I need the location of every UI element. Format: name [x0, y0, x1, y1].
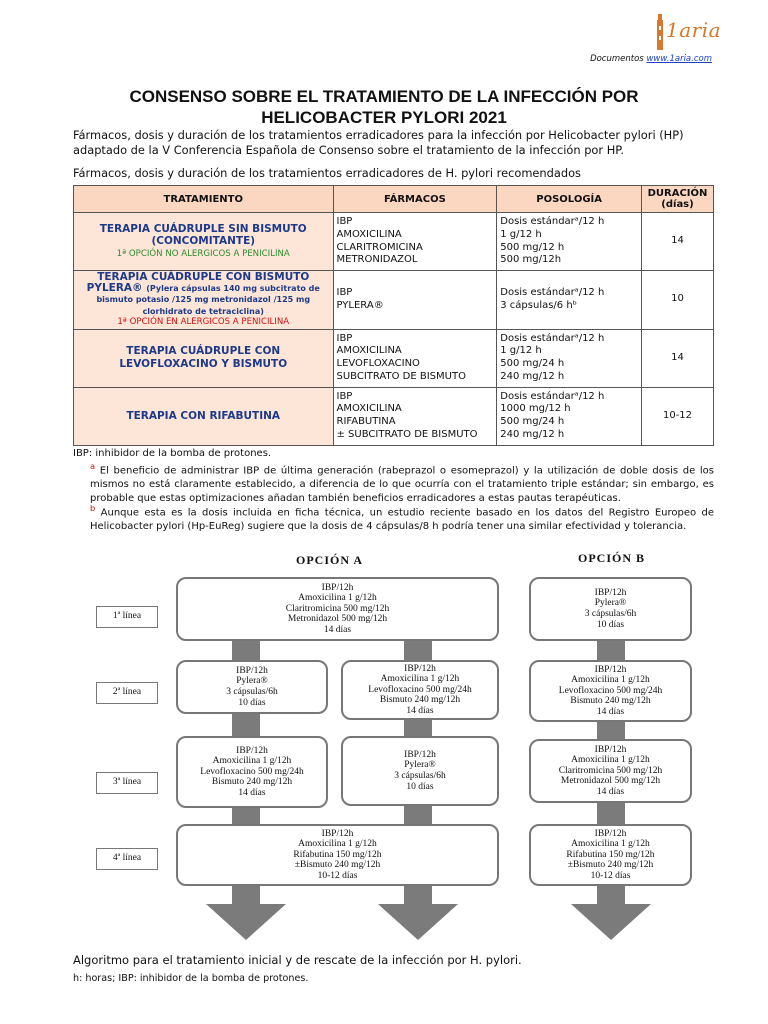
algorithm-caption: Algoritmo para el tratamiento inicial y de rescate de la infección por H. pylori.: [73, 953, 522, 967]
therapy-cell: TERAPIA CUÁDRUPLE CON LEVOFLOXACINO Y BISMUTO: [74, 329, 334, 387]
col-header-duration: DURACIÓN (días): [642, 186, 714, 213]
dose-cell: Dosis estándarᵃ/12 h 1000 mg/12 h 500 mg/24 h 240 mg/12 h: [497, 387, 642, 445]
col-header-dose: POSOLOGÍA: [497, 186, 642, 213]
line-label-3: 3ª línea: [96, 772, 158, 794]
box-b-line4: IBP/12h Amoxicilina 1 g/12h Rifabutina 150 mg/12h ±Bismuto 240 mg/12h 10-12 días: [529, 824, 692, 886]
line-label-2: 2ª línea: [96, 682, 158, 704]
duration-cell: 14: [642, 329, 714, 387]
therapy-note: 1ª OPCIÓN EN ALERGICOS A PENICILINA: [117, 317, 290, 327]
docs-line: Documentos www.1aria.com: [590, 54, 712, 64]
table-caption: Fármacos, dosis y duración de los tratamientos erradicadores de H. pylori recomendados: [73, 166, 581, 180]
line-label-1: 1ª línea: [96, 606, 158, 628]
logo-text: 1aria: [666, 18, 722, 42]
col-header-therapy: TRATAMIENTO: [74, 186, 334, 213]
drugs-cell: IBP AMOXICILINA RIFABUTINA ± SUBCITRATO DE BISMUTO: [333, 387, 497, 445]
line-label-4: 4ª línea: [96, 848, 158, 870]
page-title: CONSENSO SOBRE EL TRATAMIENTO DE LA INFECCIÓN POR HELICOBACTER PYLORI 2021: [129, 87, 639, 127]
box-b-line3: IBP/12h Amoxicilina 1 g/12h Claritromicina 500 mg/12h Metronidazol 500 mg/12h 14 días: [529, 739, 692, 803]
option-b-label: OPCIÓN B: [578, 551, 646, 565]
box-b-line2: IBP/12h Amoxicilina 1 g/12h Levofloxacino 500 mg/24h Bismuto 240 mg/12h 14 días: [529, 660, 692, 722]
docs-link[interactable]: www.1aria.com: [646, 54, 712, 64]
box-a-line2-right: IBP/12h Amoxicilina 1 g/12h Levofloxacino 500 mg/24h Bismuto 240 mg/12h 14 días: [341, 660, 499, 720]
dose-cell: Dosis estándarᵃ/12 h 1 g/12 h 500 mg/12 h 500 mg/12h: [497, 213, 642, 271]
drugs-cell: IBP AMOXICILINA CLARITROMICINA METRONIDAZOL: [333, 213, 497, 271]
box-a-line4: IBP/12h Amoxicilina 1 g/12h Rifabutina 150 mg/12h ±Bismuto 240 mg/12h 10-12 días: [176, 824, 499, 886]
therapy-cell: TERAPIA CON RIFABUTINA: [74, 387, 334, 445]
box-a-line3-right: IBP/12h Pylera® 3 cápsulas/6h 10 días: [341, 736, 499, 806]
box-a-line2-left: IBP/12h Pylera® 3 cápsulas/6h 10 días: [176, 660, 328, 714]
duration-cell: 14: [642, 213, 714, 271]
box-b-line1: IBP/12h Pylera® 3 cápsulas/6h 10 días: [529, 577, 692, 641]
algorithm-subcaption: h: horas; IBP: inhibidor de la bomba de protones.: [73, 973, 309, 984]
ibp-note: IBP: inhibidor de la bomba de protones.: [73, 448, 272, 459]
option-a-label: OPCIÓN A: [296, 553, 364, 567]
footnote-a: $^a$ El beneficio de administrar IBP de última generación (rabeprazol o esomeprazol) y la utilización de doble dosis de los mismos no está claramente establecido, a diferencia de lo que ocurría con el tratamiento triple estándar; sin embargo, es probable que estas optimizaciones añadan también beneficios erradicadores a estas pautas terapéuticas.: [90, 461, 714, 504]
footnote-b: $^b$ Aunque esta es la dosis incluida en ficha técnica, un estudio reciente basado en los datos del Registro Europeo de Helicobacter pylori (Hp-EuReg) sugiere que la dosis de 4 cápsulas/8 h podría tener una similar efectividad y tolerancia.: [90, 503, 714, 533]
drugs-cell: IBP PYLERA®: [333, 271, 497, 330]
duration-cell: 10-12: [642, 387, 714, 445]
therapy-cell: TERAPIA CUÁDRUPLE SIN BISMUTO (CONCOMITANTE) 1ª OPCIÓN NO ALERGICOS A PENICILINA: [74, 213, 334, 271]
intro-paragraph: Fármacos, dosis y duración de los tratamientos erradicadores para la infección por Helicobacter pylori (HP) adaptado de la V Conferencia Española de Consenso sobre el tratamiento de la infección por HP.: [73, 128, 684, 157]
dose-cell: Dosis estándarᵃ/12 h 3 cápsulas/6 hᵇ: [497, 271, 642, 330]
col-header-drugs: FÁRMACOS: [333, 186, 497, 213]
box-a-line1: IBP/12h Amoxicilina 1 g/12h Claritromicina 500 mg/12h Metronidazol 500 mg/12h 14 días: [176, 577, 499, 641]
therapy-note: 1ª OPCIÓN NO ALERGICOS A PENICILINA: [116, 248, 290, 259]
box-a-line3-left: IBP/12h Amoxicilina 1 g/12h Levofloxacino 500 mg/24h Bismuto 240 mg/12h 14 días: [176, 736, 328, 808]
duration-cell: 10: [642, 271, 714, 330]
drugs-cell: IBP AMOXICILINA LEVOFLOXACINO SUBCITRATO DE BISMUTO: [333, 329, 497, 387]
dose-cell: Dosis estándarᵃ/12 h 1 g/12 h 500 mg/24 h 240 mg/12 h: [497, 329, 642, 387]
therapy-cell: TERAPIA CUÁDRUPLE CON BISMUTO PYLERA® (Pylera cápsulas 140 mg subcitrato de bismuto potasio /125 mg metronidazol /125 mg clorhidrato de tetraciclina) 1ª OPCIÓN EN ALERGICOS A PENICILINA: [74, 271, 334, 330]
